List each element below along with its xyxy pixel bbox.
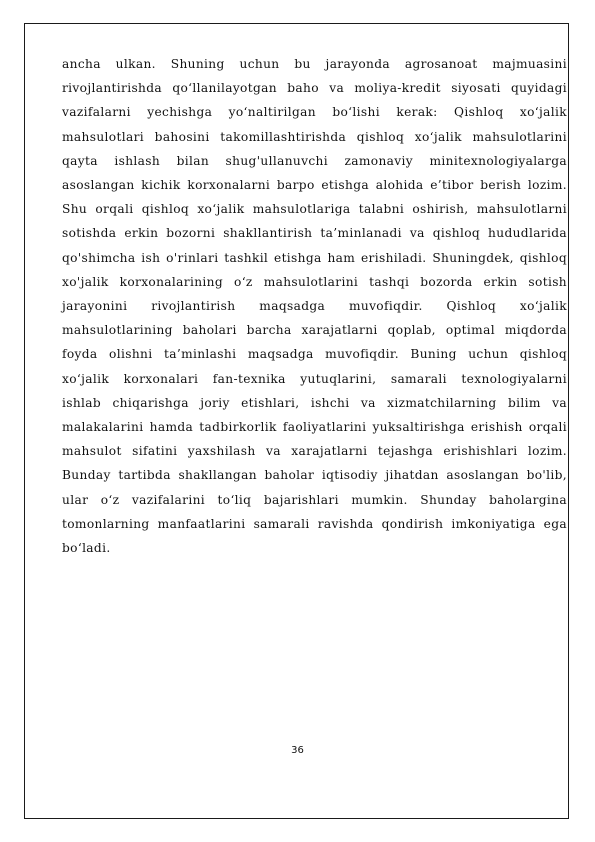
text-line: mahsulotlari bahosini takomillashtirishda qishloq xo‘jalik mahsulotlarini: [62, 129, 567, 144]
text-line: mahsulotlarining baholari barcha xarajatlarni qoplab, optimal miqdorda: [62, 323, 567, 338]
text-line: xo'jalik korxonalarining o‘z mahsulotlarini tashqi bozorda erkin sotish: [62, 274, 567, 289]
text-line: qo'shimcha ish o'rinlari tashkil etishga ham erishiladi. Shuningdek, qishloq: [62, 250, 567, 265]
page-frame: [24, 23, 569, 819]
text-line: tomonlarning manfaatlarini samarali ravishda qondirish imkoniyatiga ega: [62, 516, 567, 531]
text-line: Shu orqali qishloq xo‘jalik mahsulotlariga talabni oshirish, mahsulotlarni: [62, 202, 567, 217]
text-line: malakalarini hamda tadbirkorlik faoliyatlarini yuksaltirishga erishish orqali: [62, 420, 567, 435]
text-line: ular o‘z vazifalarini to‘liq bajarishlari mumkin. Shunday baholargina: [62, 492, 567, 507]
text-line: bo‘ladi.: [62, 541, 111, 556]
page-number: 36: [291, 745, 304, 756]
text-line: jarayonini rivojlantirish maqsadga muvofiqdir. Qishloq xo‘jalik: [62, 299, 567, 314]
text-line: mahsulot sifatini yaxshilash va xarajatlarni tejashga erishishlari lozim.: [62, 444, 567, 459]
text-line: ishlab chiqarishga joriy etishlari, ishchi va xizmatchilarning bilim va: [62, 395, 567, 410]
text-line: vazifalarni yechishga yo‘naltirilgan bo‘lishi kerak: Qishloq xo‘jalik: [62, 105, 567, 120]
text-line: xo‘jalik korxonalari fan-texnika yutuqlarini, samarali texnologiyalarni: [62, 371, 567, 386]
text-line: asoslangan kichik korxonalarni barpo etishga alohida e’tibor berish lozim.: [62, 178, 567, 193]
text-line: qayta ishlash bilan shug'ullanuvchi zamonaviy minitexnologiyalarga: [62, 153, 567, 168]
text-line: foyda olishni ta’minlashi maqsadga muvofiqdir. Buning uchun qishloq: [62, 347, 567, 362]
text-line: ancha ulkan. Shuning uchun bu jarayonda agrosanoat majmuasini: [62, 57, 567, 71]
text-line: rivojlantirishda qo‘llanilayotgan baho va moliya-kredit siyosati quyidagi: [62, 81, 567, 96]
body-paragraph: [62, 52, 567, 560]
text-line: sotishda erkin bozorni shakllantirish ta’minlanadi va qishloq hududlarida: [62, 226, 567, 241]
text-line: Bunday tartibda shakllangan baholar iqtisodiy jihatdan asoslangan bo'lib,: [62, 468, 567, 483]
